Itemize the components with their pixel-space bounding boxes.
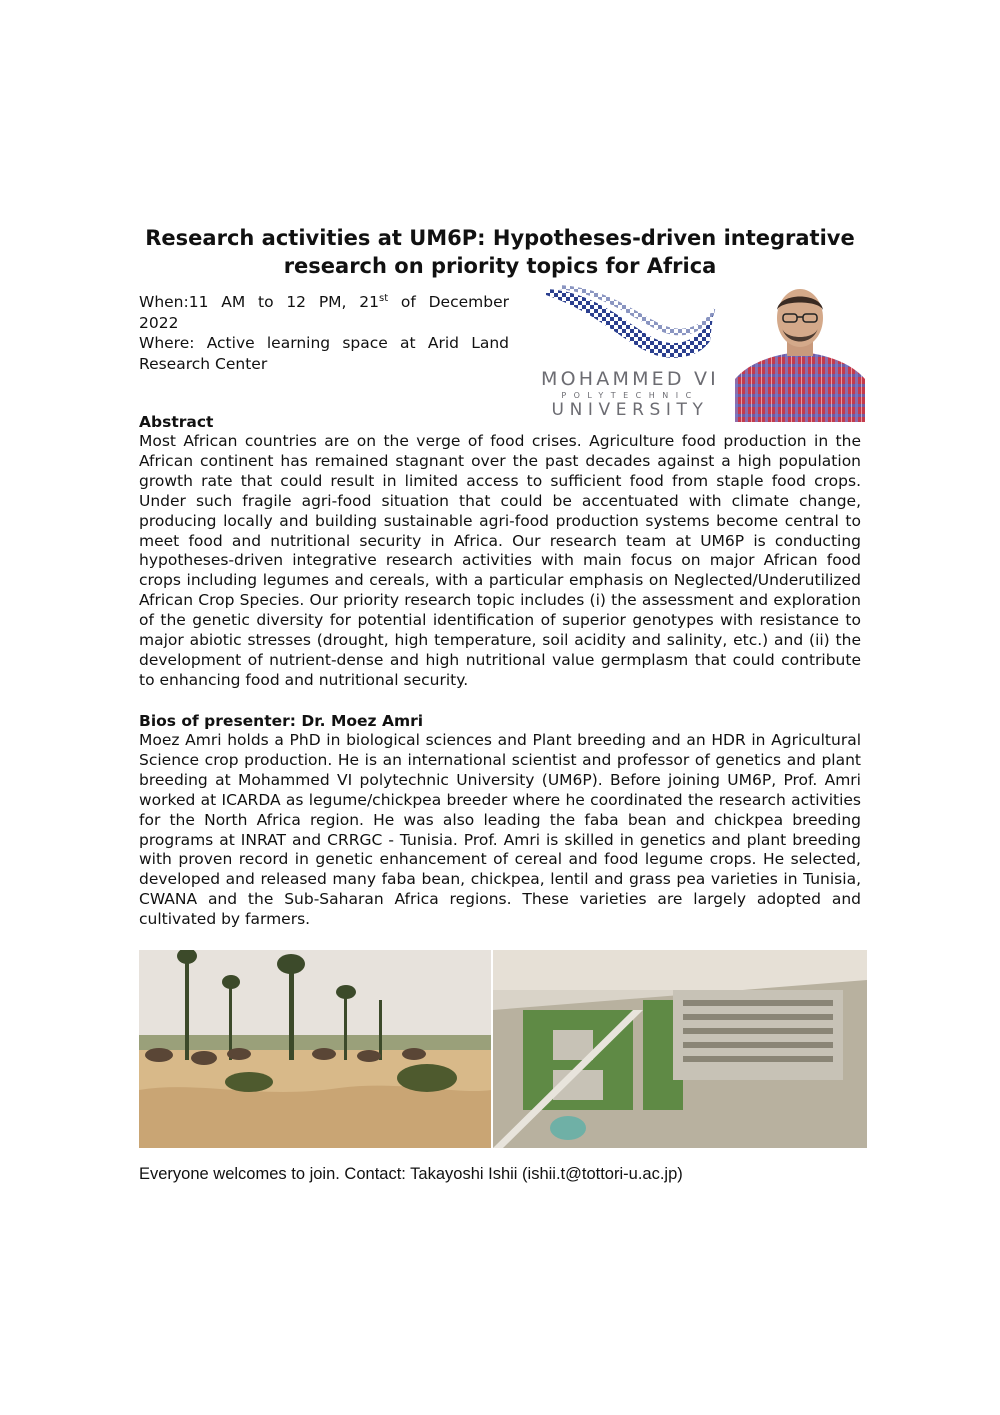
- bio-text: Moez Amri holds a PhD in biological sciences and Plant breeding and an HDR in Agricultural Science crop production. He is an international scientist and professor of genetics and plant breeding at Mohammed VI polytechnic University (UM6P). Before joining UM6P, Prof. Amri worked at ICARDA as legume/chickpea breeder where he coordinated the research activities for the North Africa region. He was also leading the faba bean and chickpea breeding programs at INRAT and CRRGC - Tunisia. Prof. Amri is skilled in genetics and plant breeding with proven record in genetic enhancement of cereal and food legume crops. He selected, developed and released many faba bean, chickpea, lentil and grass pea varieties in Tunisia, CWANA and the Sub-Saharan Africa regions. These varieties are largely adopted and cultivated by farmers.: [139, 731, 861, 929]
- page-title: [100, 224, 900, 280]
- title-line-1: Research activities at UM6P: Hypotheses-driven integrative: [145, 226, 855, 250]
- event-where-cont: Research Center: [139, 354, 268, 373]
- contact-line: Everyone welcomes to join. Contact: Takayoshi Ishii (ishii.t@tottori-u.ac.jp): [139, 1165, 683, 1183]
- abstract-text: Most African countries are on the verge of food crises. Agriculture food production in the African continent has remained stagnant over the past decades against a high population growth rate that could result in limited access to sufficient food from staple food crops. Under such fragile agri-food situation that could be accentuated with climate change, producing locally and building sustainable agri-food production systems become central to meet food and nutritional security in Africa. Our research team at UM6P is conducting hypotheses-driven integrative research activities with main focus on major African food crops including legumes and cereals, with a particular emphasis on Neglected/Underutilized African Crop Species. Our priority research topic includes (i) the assessment and exploration of the genetic diversity for potential identification of superior genotypes with resistance to major abiotic stresses (drought, high temperature, soil acidity and salinity, etc.) and (ii) the development of nutrient-dense and high nutritional value germplasm that could contribute to enhancing food and nutritional security.: [139, 432, 861, 689]
- when-text: When:11 AM to 12 PM, 21: [139, 293, 379, 311]
- logo-text-polytechnic: POLYTECHNIC: [561, 391, 699, 400]
- campus-aerial-photo: [493, 950, 867, 1148]
- presenter-photo: [735, 284, 865, 422]
- bio-heading: Bios of presenter: Dr. Moez Amri: [139, 712, 424, 730]
- desert-photo: [139, 950, 491, 1148]
- event-details: [139, 292, 509, 374]
- when-ordinal: st: [378, 292, 389, 304]
- logo-text-university: UNIVERSITY: [551, 400, 709, 420]
- when-month: of December: [388, 293, 509, 311]
- abstract-heading: Abstract: [139, 413, 214, 431]
- event-where: Where: Active learning space at Arid Land: [139, 334, 509, 352]
- title-line-2: research on priority topics for Africa: [283, 254, 717, 278]
- logo-text-name: MOHAMMED VI: [541, 368, 719, 390]
- event-when: [139, 292, 509, 313]
- event-year: 2022: [139, 313, 179, 332]
